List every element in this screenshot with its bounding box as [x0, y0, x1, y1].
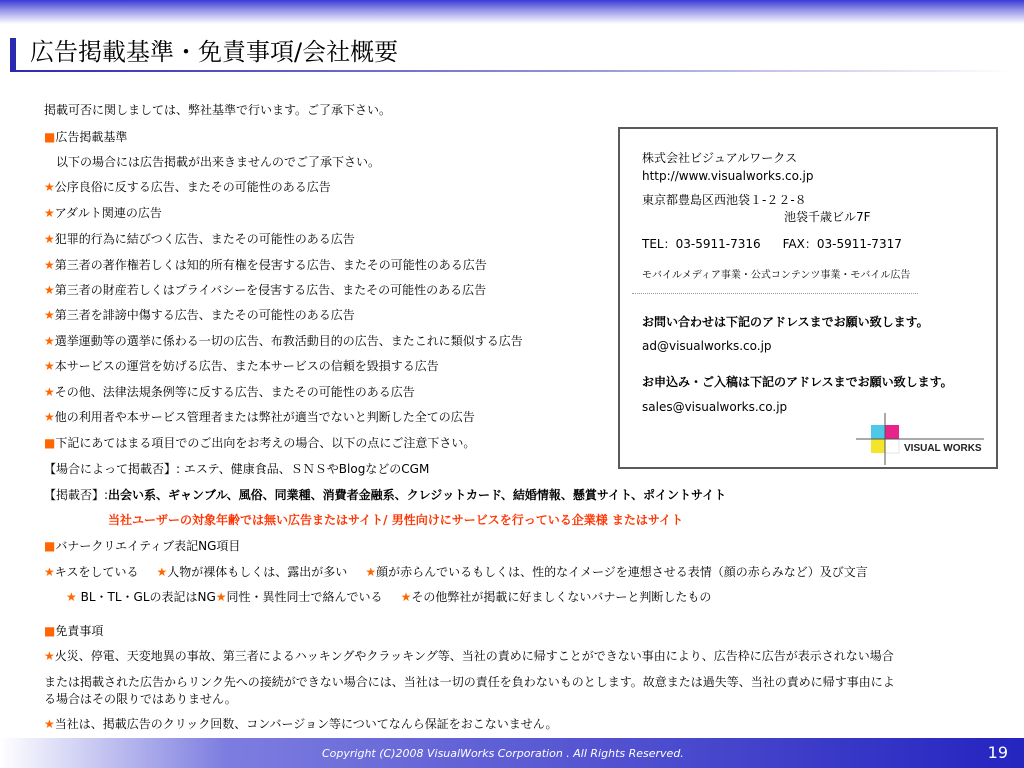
banner-row-2: ★ BL・TL・GLの表記はNG★同性・異性同士で絡んでいる ★その他弊社が掲載に好ましくないバナーと判断したもの — [66, 590, 712, 604]
square-bullet-icon: ■ — [44, 130, 56, 144]
star-bullet-icon: ★ — [44, 334, 55, 348]
warning-line: 当社ユーザーの対象年齢では無い広告またはサイト/ 男性向けにサービスを行っている企業様 またはサイト — [108, 513, 684, 527]
star-bullet-icon: ★ — [400, 590, 412, 604]
top-gradient-band — [0, 0, 1024, 24]
submit-label: お申込み・ご入稿は下記のアドレスまでお願い致します。 — [642, 375, 953, 389]
rejected-line: 【掲載否】:出会い系、ギャンブル、風俗、同業種、消費者金融系、クレジットカード、結婚情報、懸賞サイト、ポイントサイト — [44, 488, 727, 502]
criteria-item: ★公序良俗に反する広告、またその可能性のある広告 — [44, 180, 331, 194]
criteria-item: ★他の利用者や本サービス管理者または弊社が適当でないと判断した全ての広告 — [44, 410, 475, 424]
banner-row-1: ★キスをしている ★人物が裸体もしくは、露出が多い ★顔が赤らんでいるもしくは、性的なイメージを連想させる表情（顔の赤らみなど）及び文言 — [44, 565, 868, 579]
visual-works-logo — [856, 413, 984, 465]
page-title: 広告掲載基準・免責事項/会社概要 — [30, 38, 399, 66]
disclaimer-heading: ■免責事項 — [44, 624, 104, 638]
company-business: モバイルメディア事業・公式コンテンツ事業・モバイル広告 — [642, 270, 911, 281]
star-bullet-icon: ★ — [44, 359, 55, 373]
title-underline — [10, 70, 1014, 72]
criteria-item: ★犯罪的行為に結びつく広告、またその可能性のある広告 — [44, 232, 355, 246]
dotted-divider — [632, 293, 918, 294]
star-bullet-icon: ★ — [66, 590, 77, 604]
visual-works-logo-icon — [856, 413, 984, 465]
company-info-box — [618, 127, 998, 469]
star-bullet-icon: ★ — [215, 590, 227, 604]
star-bullet-icon: ★ — [44, 232, 55, 246]
star-bullet-icon: ★ — [44, 385, 55, 399]
submit-email[interactable]: sales@visualworks.co.jp — [642, 400, 788, 414]
star-bullet-icon: ★ — [44, 649, 55, 663]
company-phone: TEL：03-5911-7316 FAX：03-5911-7317 — [642, 237, 902, 251]
star-bullet-icon: ★ — [44, 258, 55, 272]
criteria-item: ★第三者の著作権若しくは知的所有権を侵害する広告、またその可能性のある広告 — [44, 258, 487, 272]
star-bullet-icon: ★ — [44, 717, 55, 731]
company-address: 東京都豊島区西池袋１-２２-８ — [642, 193, 807, 207]
square-bullet-icon: ■ — [44, 624, 56, 638]
criteria-heading: ■広告掲載基準 — [44, 130, 128, 144]
disclaimer-item: ★当社は、掲載広告のクリック回数、コンバージョン等についてなんら保証をおこないません。 — [44, 717, 558, 731]
note-heading: ■下記にあてはまる項目でのご出向をお考えの場合、以下の点にご注意下さい。 — [44, 436, 476, 450]
criteria-item: ★アダルト関連の広告 — [44, 206, 162, 220]
star-bullet-icon: ★ — [365, 565, 377, 579]
contact-label: お問い合わせは下記のアドレスまでお願い致します。 — [642, 315, 929, 329]
star-bullet-icon: ★ — [44, 410, 55, 424]
star-bullet-icon: ★ — [44, 206, 55, 220]
star-bullet-icon: ★ — [44, 180, 55, 194]
company-name: 株式会社ビジュアルワークス — [642, 151, 798, 165]
criteria-item: ★その他、法律法規条例等に反する広告、またその可能性のある広告 — [44, 385, 415, 399]
star-bullet-icon: ★ — [44, 565, 55, 579]
criteria-item: ★第三者の財産若しくはプライバシーを侵害する広告、またその可能性のある広告 — [44, 283, 487, 297]
criteria-item: ★本サービスの運営を妨げる広告、また本サービスの信頼を毀損する広告 — [44, 359, 439, 373]
banner-heading: ■バナークリエイティブ表記NG項目 — [44, 539, 241, 553]
disclaimer-item: ★火災、停電、天変地異の事故、第三者によるハッキングやクラッキング等、当社の責めに帰すことができない事由により、広告枠に広告が表示されない場合 — [44, 649, 894, 663]
star-bullet-icon: ★ — [156, 565, 168, 579]
company-building: 池袋千歳ビル7F — [784, 210, 871, 224]
intro-text: 掲載可否に関しましては、弊社基準で行います。ご了承下さい。 — [44, 103, 392, 117]
star-bullet-icon: ★ — [44, 308, 55, 322]
footer-band — [0, 738, 1024, 768]
disclaimer-text: または掲載された広告からリンク先への接続ができない場合には、当社は一切の責任を負わないものとします。故意または過失等、当社の責めに帰す事由によ — [44, 675, 895, 689]
star-bullet-icon: ★ — [44, 283, 55, 297]
criteria-item: ★選挙運動等の選挙に係わる一切の広告、布教活動目的の広告、またこれに類似する広告 — [44, 334, 523, 348]
copyright-text: Copyright (C)2008 VisualWorks Corporation . All Rights Reserved. — [322, 747, 684, 760]
square-bullet-icon: ■ — [44, 436, 56, 450]
page-number: 19 — [987, 743, 1008, 762]
criteria-lead: 以下の場合には広告掲載が出来きませんのでご了承下さい。 — [56, 155, 381, 169]
conditional-line: 【場合によって掲載否】: エステ、健康食品、ＳＮＳやBlogなどのCGM — [44, 462, 430, 476]
title-accent-bar — [10, 38, 16, 70]
svg-text:VISUAL WORKS: VISUAL WORKS — [904, 443, 982, 454]
disclaimer-text: る場合はその限りではありません。 — [44, 692, 237, 706]
contact-email[interactable]: ad@visualworks.co.jp — [642, 339, 772, 353]
square-bullet-icon: ■ — [44, 539, 56, 553]
company-url[interactable]: http://www.visualworks.co.jp — [642, 169, 814, 183]
criteria-item: ★第三者を誹謗中傷する広告、またその可能性のある広告 — [44, 308, 355, 322]
